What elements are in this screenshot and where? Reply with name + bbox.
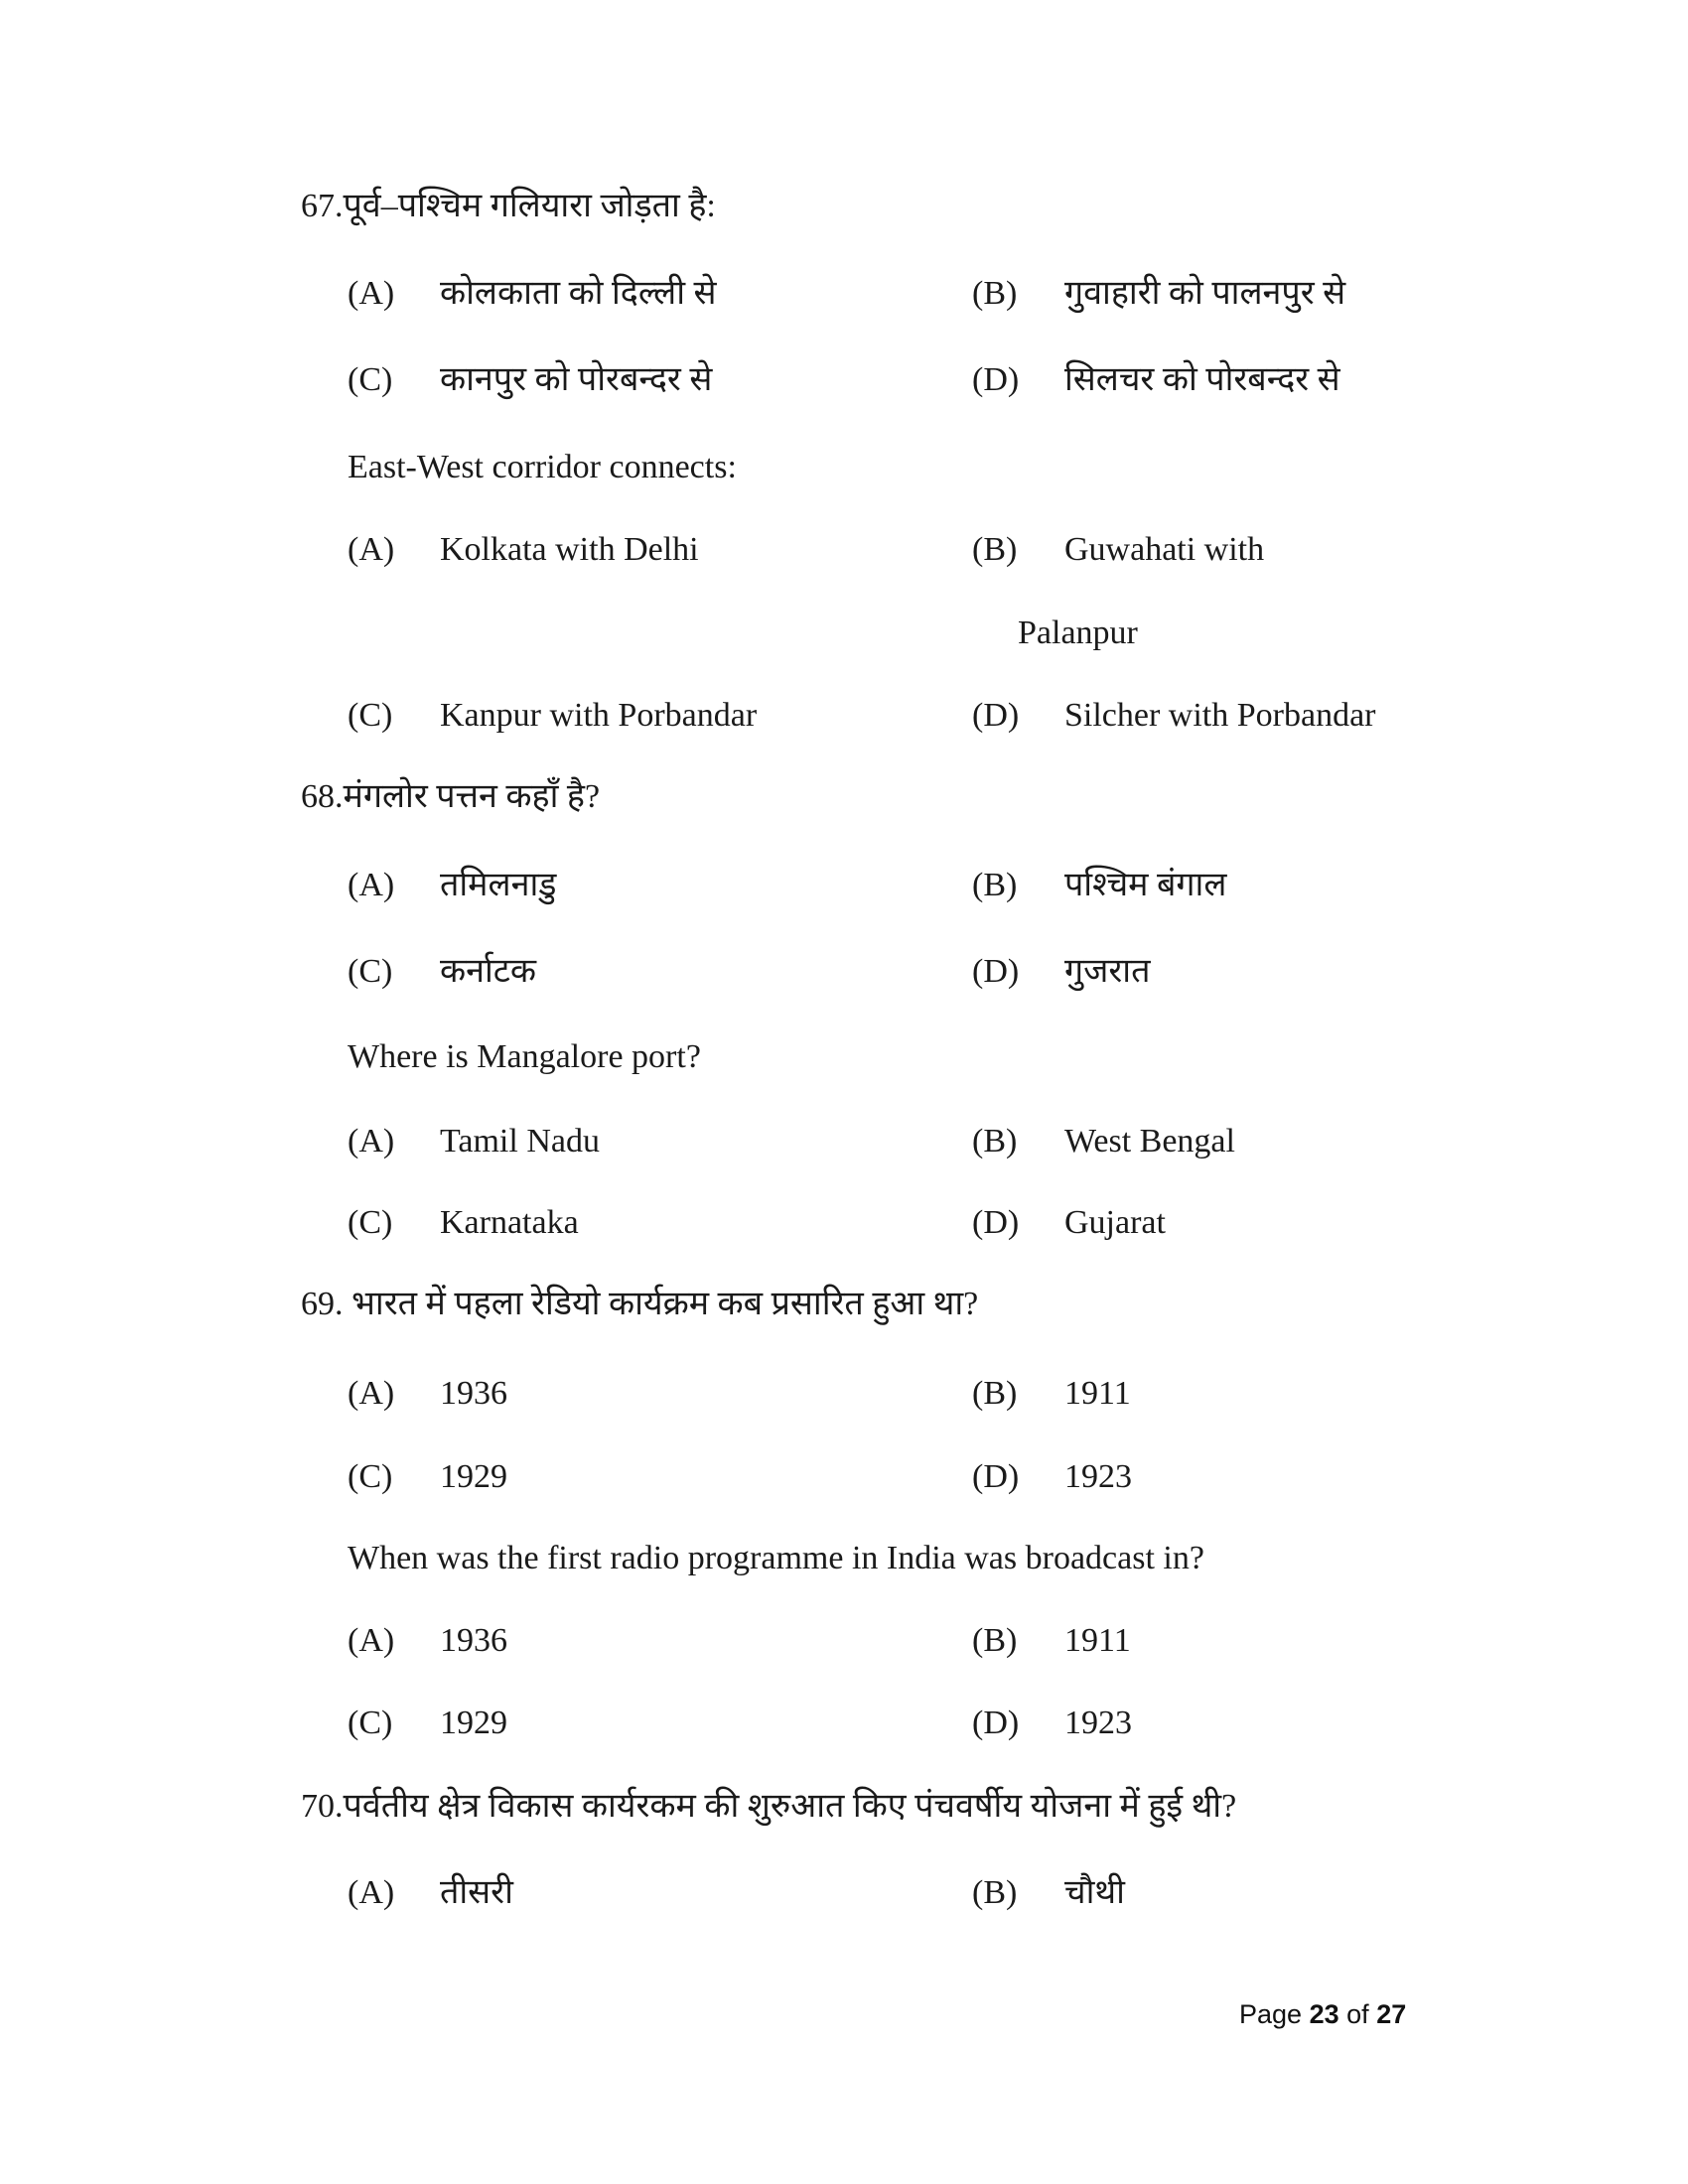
page-number bbox=[1239, 1999, 1406, 2030]
q69-en-option-c: 1929 bbox=[440, 1705, 507, 1741]
q68-en-option-b: West Bengal bbox=[1064, 1123, 1235, 1160]
option-label-c: (C) bbox=[348, 697, 393, 734]
question-69-hindi: 69. भारत में पहला रेडियो कार्यक्रम कब प्रसारित हुआ था? bbox=[301, 1286, 979, 1322]
current-page: 23 bbox=[1309, 1999, 1339, 2029]
q67-en-option-b-continued: Palanpur bbox=[1018, 614, 1138, 651]
option-label-d: (D) bbox=[972, 1705, 1020, 1741]
page-prefix: Page bbox=[1239, 1999, 1303, 2029]
q67-en-option-a: Kolkata with Delhi bbox=[440, 531, 699, 568]
option-label-d: (D) bbox=[972, 361, 1020, 398]
option-label-a: (A) bbox=[348, 867, 395, 903]
option-label-d: (D) bbox=[972, 1204, 1020, 1241]
option-label-a: (A) bbox=[348, 1123, 395, 1160]
option-label-c: (C) bbox=[348, 953, 393, 990]
option-label-b: (B) bbox=[972, 867, 1018, 903]
q68-en-option-c: Karnataka bbox=[440, 1204, 579, 1241]
q67-hi-option-d: सिलचर को पोरबन्दर से bbox=[1064, 361, 1340, 398]
q68-hi-option-a: तमिलनाडु bbox=[440, 867, 557, 903]
question-68-hindi: 68.मंगलोर पत्तन कहाँ है? bbox=[301, 778, 601, 815]
question-68-english: Where is Mangalore port? bbox=[348, 1038, 701, 1075]
q70-hi-option-a: तीसरी bbox=[440, 1874, 513, 1911]
total-pages: 27 bbox=[1376, 1999, 1407, 2029]
option-label-c: (C) bbox=[348, 1204, 393, 1241]
question-67-english: East-West corridor connects: bbox=[348, 449, 737, 485]
option-label-b: (B) bbox=[972, 531, 1018, 568]
q69-hi-option-d: 1923 bbox=[1064, 1458, 1132, 1495]
q67-hi-option-a: कोलकाता को दिल्ली से bbox=[440, 275, 717, 312]
option-label-b: (B) bbox=[972, 1375, 1018, 1412]
q67-hi-option-b: गुवाहारी को पालनपुर से bbox=[1064, 275, 1346, 312]
option-label-d: (D) bbox=[972, 697, 1020, 734]
q69-en-option-b: 1911 bbox=[1064, 1622, 1131, 1659]
option-label-a: (A) bbox=[348, 1375, 395, 1412]
option-label-c: (C) bbox=[348, 361, 393, 398]
option-label-c: (C) bbox=[348, 1705, 393, 1741]
q68-en-option-d: Gujarat bbox=[1064, 1204, 1166, 1241]
q68-hi-option-d: गुजरात bbox=[1064, 953, 1151, 990]
q69-hi-option-b: 1911 bbox=[1064, 1375, 1131, 1412]
question-69-english: When was the first radio programme in India was broadcast in? bbox=[348, 1540, 1204, 1576]
option-label-a: (A) bbox=[348, 1874, 395, 1911]
option-label-d: (D) bbox=[972, 953, 1020, 990]
q69-en-option-d: 1923 bbox=[1064, 1705, 1132, 1741]
option-label-a: (A) bbox=[348, 275, 395, 312]
q67-en-option-c: Kanpur with Porbandar bbox=[440, 697, 758, 734]
question-67-hindi: 67.पूर्व–पश्चिम गलियारा जोड़ता है: bbox=[301, 188, 716, 224]
option-label-b: (B) bbox=[972, 1622, 1018, 1659]
q69-hi-option-c: 1929 bbox=[440, 1458, 507, 1495]
q68-en-option-a: Tamil Nadu bbox=[440, 1123, 600, 1160]
q70-hi-option-b: चौथी bbox=[1064, 1874, 1125, 1911]
q68-hi-option-b: पश्चिम बंगाल bbox=[1064, 867, 1227, 903]
q67-en-option-b: Guwahati with bbox=[1064, 531, 1265, 568]
q69-en-option-a: 1936 bbox=[440, 1622, 507, 1659]
q69-hi-option-a: 1936 bbox=[440, 1375, 507, 1412]
option-label-a: (A) bbox=[348, 531, 395, 568]
page-of: of bbox=[1346, 1999, 1369, 2029]
question-70-hindi: 70.पर्वतीय क्षेत्र विकास कार्यरकम की शुरुआत किए पंचवर्षीय योजना में हुई थी? bbox=[301, 1788, 1237, 1825]
option-label-b: (B) bbox=[972, 275, 1018, 312]
q67-hi-option-c: कानपुर को पोरबन्दर से bbox=[440, 361, 713, 398]
option-label-d: (D) bbox=[972, 1458, 1020, 1495]
option-label-b: (B) bbox=[972, 1874, 1018, 1911]
q67-en-option-d: Silcher with Porbandar bbox=[1064, 697, 1376, 734]
q68-hi-option-c: कर्नाटक bbox=[440, 953, 537, 990]
option-label-c: (C) bbox=[348, 1458, 393, 1495]
option-label-b: (B) bbox=[972, 1123, 1018, 1160]
option-label-a: (A) bbox=[348, 1622, 395, 1659]
